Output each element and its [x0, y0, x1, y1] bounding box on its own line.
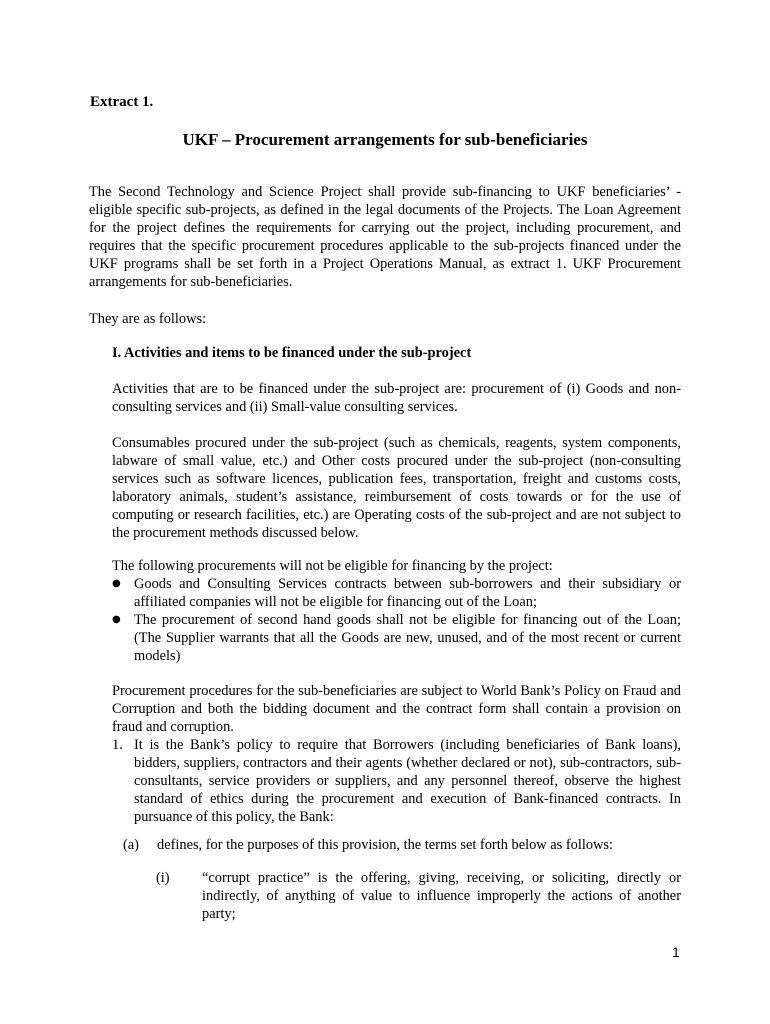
activities-paragraph: Activities that are to be financed under the sub-project are: procurement of (i) Goods and non-consulting services and (ii) Small-value consulting services. — [112, 381, 681, 415]
page-number: 1 — [672, 944, 680, 960]
bullet-icon: ● — [112, 578, 121, 589]
item-text: It is the Bank’s policy to require that Borrowers (including beneficiaries of Bank loans), bidders, suppliers, contractors and their agents (whether declared or not), sub-contractors, sub-consultants, service providers or suppliers, and any personnel thereof, observe the highest standard of ethics during the procurement and execution of Bank-financed contracts. In pursuance of this policy, the Bank: — [134, 737, 681, 825]
sub-item-i — [156, 869, 681, 923]
consumables-paragraph: Consumables procured under the sub-project (such as chemicals, reagents, system components, labware of small value, etc.) and Other costs procured under the sub-project (non-consulting services such as software licences, publication fees, transportation, freight and customs costs, laboratory animals, student’s assistance, reimbursement of costs towards or for the use of computing or research facilities, etc.) are Operating costs of the sub-project and are not subject to the procurement methods discussed below. — [112, 435, 681, 541]
intro-paragraph: The Second Technology and Science Project shall provide sub-financing to UKF beneficiaries’ - eligible specific sub-projects, as defined in the legal documents of the Projects. The Loan Agreement for the project defines the requirements for carrying out the project, including procurement, and requires that the specific procurement procedures applicable to the sub-projects financed under the UKF programs shall be set forth in a Project Operations Manual, as extract 1. UKF Procurement arrangements for sub-beneficiaries. — [89, 184, 681, 290]
sub-item-marker: (i) — [156, 870, 170, 886]
bullet-icon: ● — [112, 614, 121, 625]
sub-item-text: defines, for the purposes of this provision, the terms set forth below as follows: — [157, 837, 614, 853]
numbered-item-1 — [112, 736, 681, 826]
list-item — [112, 611, 681, 665]
extract-label: Extract 1. — [90, 94, 154, 110]
follows-paragraph: They are as follows: — [89, 311, 207, 327]
page-title: UKF – Procurement arrangements for sub-beneficiaries — [182, 130, 588, 149]
section-heading: I. Activities and items to be financed under the sub-project — [112, 345, 472, 361]
sub-item-marker: (a) — [123, 837, 139, 853]
not-eligible-intro: The following procurements will not be eligible for financing by the project: — [112, 558, 553, 574]
list-item-text: The procurement of second hand goods shall not be eligible for financing out of the Loan; (The Supplier warrants that all the Goods are new, unused, and of the most recent or current models) — [134, 612, 681, 664]
sub-item-a — [123, 836, 683, 854]
list-item-text: Goods and Consulting Services contracts between sub-borrowers and their subsidiary or affiliated companies will not be eligible for financing out of the Loan; — [134, 576, 681, 610]
list-item — [112, 575, 681, 611]
fraud-paragraph: Procurement procedures for the sub-beneficiaries are subject to World Bank’s Policy on Fraud and Corruption and both the bidding document and the contract form shall contain a provision on fraud and corruption. — [112, 683, 681, 735]
sub-item-text: “corrupt practice” is the offering, giving, receiving, or soliciting, directly or indirectly, of anything of value to influence improperly the actions of another party; — [202, 870, 681, 922]
item-number: 1. — [112, 737, 123, 753]
